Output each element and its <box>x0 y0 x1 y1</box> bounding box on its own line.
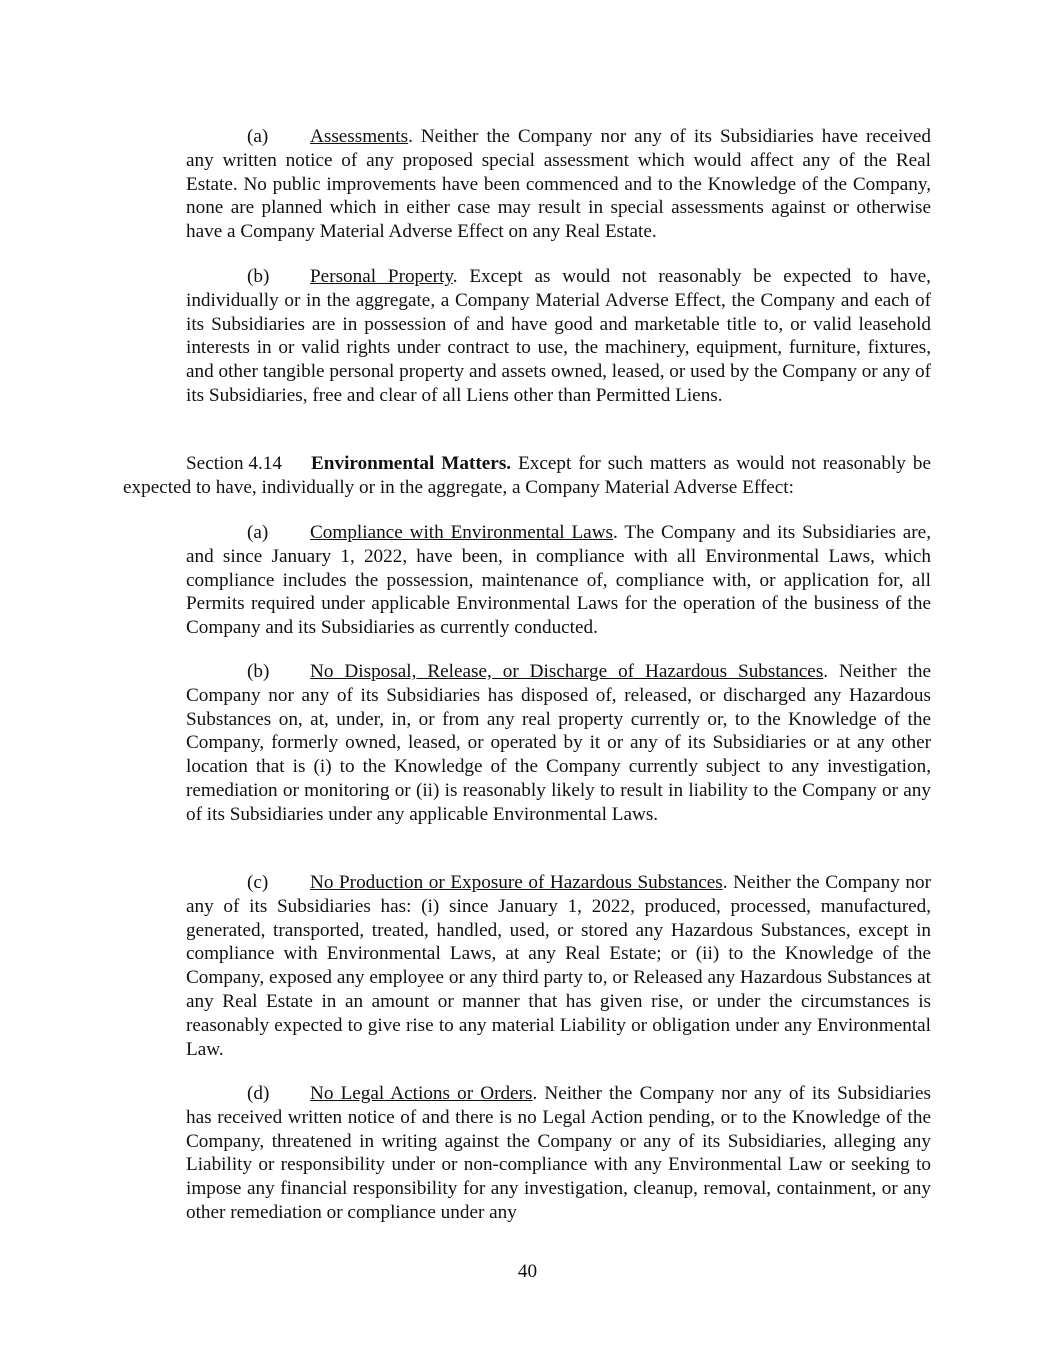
paragraph-text: . Neither the Company nor any of its Subsidiaries have received any written notice of any proposed special assessment which would affect any of the Real Estate. No public improvements have been commenced and to the Knowledge of the Company, none are planned which in either case may result in special assessments against or otherwise have a Company Material Adverse Effect on any Real Estate. <box>186 126 931 243</box>
paragraph-no-production <box>186 871 931 1061</box>
section-environmental-matters <box>123 452 931 500</box>
paragraph-text: . Neither the Company nor any of its Subsidiaries has received written notice of and there is no Legal Action pending, or to the Knowledge of the Company, threatened in writing against the Company or any of its Subsidiaries, alleging any Liability or responsibility under or non-compliance with any Environmental Law or seeking to impose any financial responsibility for any investigation, cleanup, removal, containment, or any other remediation or compliance under any <box>186 1083 931 1223</box>
paragraph-title: No Legal Actions or Orders <box>310 1083 533 1104</box>
paragraph-title: No Disposal, Release, or Discharge of Hazardous Substances <box>310 661 824 682</box>
paragraph-text: . The Company and its Subsidiaries are, and since January 1, 2022, have been, in compliance with all Environmental Laws, which compliance includes the possession, maintenance of, compliance with, or application for, all Permits required under applicable Environmental Laws for the operation of the business of the Company and its Subsidiaries as currently conducted. <box>186 522 931 639</box>
section-text: Except for such matters as would not reasonably be expected to have, individually or in the aggregate, a Company Material Adverse Effect: <box>123 453 932 498</box>
paragraph-compliance <box>186 521 931 640</box>
section-title: Environmental Matters. <box>311 453 512 474</box>
paragraph-no-disposal <box>186 660 931 827</box>
paragraph-label: (a) <box>247 126 269 147</box>
paragraph-title: No Production or Exposure of Hazardous Substances <box>310 872 723 893</box>
paragraph-title: Assessments <box>310 126 409 147</box>
paragraph-label: (b) <box>247 266 270 287</box>
paragraph-label: (c) <box>247 872 269 893</box>
paragraph-text: . Except as would not reasonably be expected to have, individually or in the aggregate, a Company Material Adverse Effect, the Company and each of its Subsidiaries are in possession of and have good and marketable title to, or valid leasehold interests in or valid rights under contract to use, the machinery, equipment, furniture, fixtures, and other tangible personal property and assets owned, leased, or used by the Company or any of its Subsidiaries, free and clear of all Liens other than Permitted Liens. <box>186 266 931 406</box>
paragraph-assessments <box>186 125 931 244</box>
paragraph-title: Personal Property <box>310 266 453 287</box>
paragraph-text: . Neither the Company nor any of its Subsidiaries has: (i) since January 1, 2022, produced, processed, manufactured, generated, transported, treated, handled, used, or stored any Hazardous Substances, except in compliance with Environmental Laws, at any Real Estate; or (ii) to the Knowledge of the Company, exposed any employee or any third party to, or Released any Hazardous Substances at any Real Estate in an amount or manner that has given rise, or under the circumstances is reasonably expected to give rise to any material Liability or obligation under any Environmental Law. <box>186 872 931 1060</box>
section-number: Section 4.14 <box>186 453 282 474</box>
paragraph-title: Compliance with Environmental Laws <box>310 522 614 543</box>
paragraph-personal-property <box>186 265 931 408</box>
paragraph-label: (d) <box>247 1083 270 1104</box>
page-number: 40 <box>517 1261 538 1282</box>
paragraph-label: (a) <box>247 522 269 543</box>
paragraph-text: . Neither the Company nor any of its Subsidiaries has disposed of, released, or discharged any Hazardous Substances on, at, under, in, or from any real property currently or, to the Knowledge of the Company, formerly owned, leased, or operated by it or any of its Subsidiaries or at any other location that is (i) to the Knowledge of the Company currently subject to any investigation, remediation or monitoring or (ii) is reasonably likely to result in liability to the Company or any of its Subsidiaries under any applicable Environmental Laws. <box>186 661 931 825</box>
paragraph-label: (b) <box>247 661 270 682</box>
paragraph-no-legal-actions <box>186 1082 931 1225</box>
